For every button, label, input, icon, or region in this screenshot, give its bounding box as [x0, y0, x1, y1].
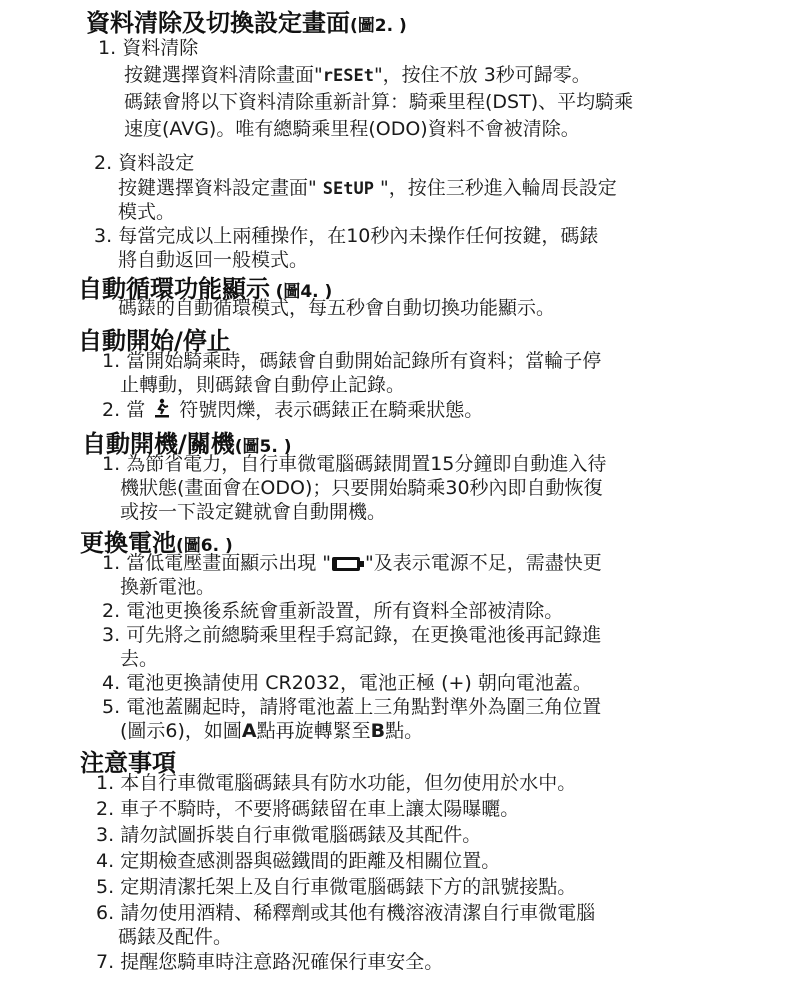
paragraph-line: 止轉動，則碼錶會自動停止記錄。 [120, 374, 406, 396]
paragraph-line: 換新電池。 [120, 576, 216, 598]
list-item [96, 849, 500, 874]
list-item [102, 349, 601, 374]
paragraph-line: 速度(AVG)。唯有總騎乘里程(ODO)資料不會被清除。 [124, 118, 580, 140]
text-run: 按鍵選擇資料清除畫面" [124, 64, 323, 86]
text-run: 請勿試圖拆裝自行車微電腦碼錶及其配件。 [120, 824, 482, 846]
text-run: 電池更換請使用 CR2032，電池正極 (+) 朝向電池蓋。 [126, 672, 592, 694]
item-number: 7. [96, 951, 115, 973]
item-number: 5. [96, 876, 115, 898]
paragraph-line [120, 719, 423, 744]
text-run: 電池更換後系統會重新設置，所有資料全部被清除。 [126, 600, 564, 622]
paragraph-line [124, 63, 591, 89]
paragraph-line: 碼錶的自動循環模式，每五秒會自動切換功能顯示。 [118, 297, 556, 319]
paragraph-line: 或按一下設定鍵就會自動開機。 [120, 501, 387, 523]
paragraph-line: 碼錶及配件。 [118, 926, 233, 948]
list-item [94, 224, 598, 249]
text-run: "，按住三秒進入輪周長設定 [373, 177, 617, 199]
figure-ref: (圖5. ) [234, 437, 292, 457]
text-run: 可先將之前總騎乘里程手寫記錄，在更換電池後再記錄進 [126, 624, 602, 646]
text-run: 提醒您騎車時注意路況確保行車安全。 [120, 951, 444, 973]
figure-ref: (圖2. ) [350, 16, 407, 36]
list-item [102, 398, 483, 427]
list-item [102, 695, 601, 720]
item-number: 1. [102, 350, 121, 372]
text-run: 符號閃爍，表示碼錶正在騎乘狀態。 [179, 399, 484, 421]
text-run: 定期清潔托架上及自行車微電腦碼錶下方的訊號接點。 [120, 876, 577, 898]
paragraph-line: 將自動返回一般模式。 [118, 249, 309, 271]
text-run: 當 [126, 399, 146, 421]
paragraph-line: 模式。 [118, 201, 176, 223]
text-run: 本自行車微電腦碼錶具有防水功能，但勿使用於水中。 [120, 772, 577, 794]
item-number: 4. [102, 672, 121, 694]
item-number: 2. [96, 798, 115, 820]
bicycle-rider-icon [151, 398, 173, 427]
item-number: 2. [102, 600, 121, 622]
item-number: 3. [94, 225, 113, 247]
item-number: 5. [102, 696, 121, 718]
text-run: 車子不騎時，不要將碼錶留在車上讓太陽曝曬。 [120, 798, 520, 820]
list-item [94, 151, 194, 176]
paragraph-line: 碼錶會將以下資料清除重新計算：騎乘里程(DST)、平均騎乘 [124, 91, 634, 113]
text-run: 為節省電力，自行車微電腦碼錶閒置15分鐘即自動進入待 [126, 453, 607, 475]
list-item [96, 771, 576, 796]
text-run: 請勿使用酒精、稀釋劑或其他有機溶液清潔自行車微電腦 [120, 902, 596, 924]
list-item [96, 823, 481, 848]
item-title: 資料清除 [122, 37, 199, 59]
heading-text: 注意事項 [80, 749, 176, 777]
item-title: 資料設定 [118, 152, 195, 174]
list-item [96, 901, 595, 926]
lcd-reset-text: rESEt [322, 66, 374, 86]
figure-ref: (圖4. ) [275, 282, 333, 302]
heading-text: 自動開機/關機 [82, 430, 235, 458]
low-battery-icon [331, 555, 365, 580]
item-number: 1. [102, 453, 121, 475]
text-run: "及表示電源不足，需盡快更 [364, 552, 602, 574]
item-number: 6. [96, 902, 115, 924]
text-run: 按鍵選擇資料設定畫面" [118, 177, 323, 199]
paragraph-line [118, 176, 617, 202]
list-item [96, 875, 576, 900]
heading-text: 自動開始/停止 [78, 327, 231, 355]
list-item [102, 452, 606, 477]
text-run: (圖示6)，如圖 [120, 720, 242, 742]
item-number: 3. [102, 624, 121, 646]
item-number: 4. [96, 850, 115, 872]
item-number: 1. [98, 37, 117, 59]
text-run: "，按住不放 3秒可歸零。 [373, 64, 591, 86]
list-item [102, 671, 592, 696]
heading-text: 自動循環功能顯示 [78, 275, 270, 303]
item-number: 3. [96, 824, 115, 846]
item-number: 2. [102, 399, 121, 421]
paragraph-line: 去。 [120, 648, 159, 670]
text-run: 定期檢查感測器與磁鐵間的距離及相關位置。 [120, 850, 501, 872]
item-number: 1. [96, 772, 115, 794]
heading-text: 更換電池 [80, 529, 176, 557]
point-a-label: A [241, 720, 257, 742]
text-run: 點再旋轉緊至 [256, 720, 371, 742]
list-item [96, 797, 519, 822]
item-number: 1. [102, 552, 121, 574]
paragraph-line: 機狀態(畫面會在ODO)；只要開始騎乘30秒內即自動恢復 [120, 477, 603, 499]
text-run: 電池蓋關起時，請將電池蓋上三角點對準外為圍三角位置 [126, 696, 602, 718]
text-run: 當開始騎乘時，碼錶會自動開始記錄所有資料；當輪子停 [126, 350, 602, 372]
list-item [98, 36, 198, 61]
text-run: 點。 [385, 720, 424, 742]
item-number: 2. [94, 152, 113, 174]
figure-ref: (圖6. ) [176, 536, 233, 556]
point-b-label: B [370, 720, 386, 742]
heading-data-clear-settings [86, 3, 407, 38]
text-run: 每當完成以上兩種操作，在10秒內未操作任何按鍵，碼錶 [118, 225, 599, 247]
list-item [102, 599, 563, 624]
heading-text: 資料清除及切換設定畫面 [86, 9, 350, 37]
lcd-setup-text: SEtUP [322, 179, 374, 199]
list-item [102, 623, 601, 648]
list-item [96, 950, 443, 975]
text-run: 當低電壓畫面顯示出現 " [126, 552, 331, 574]
